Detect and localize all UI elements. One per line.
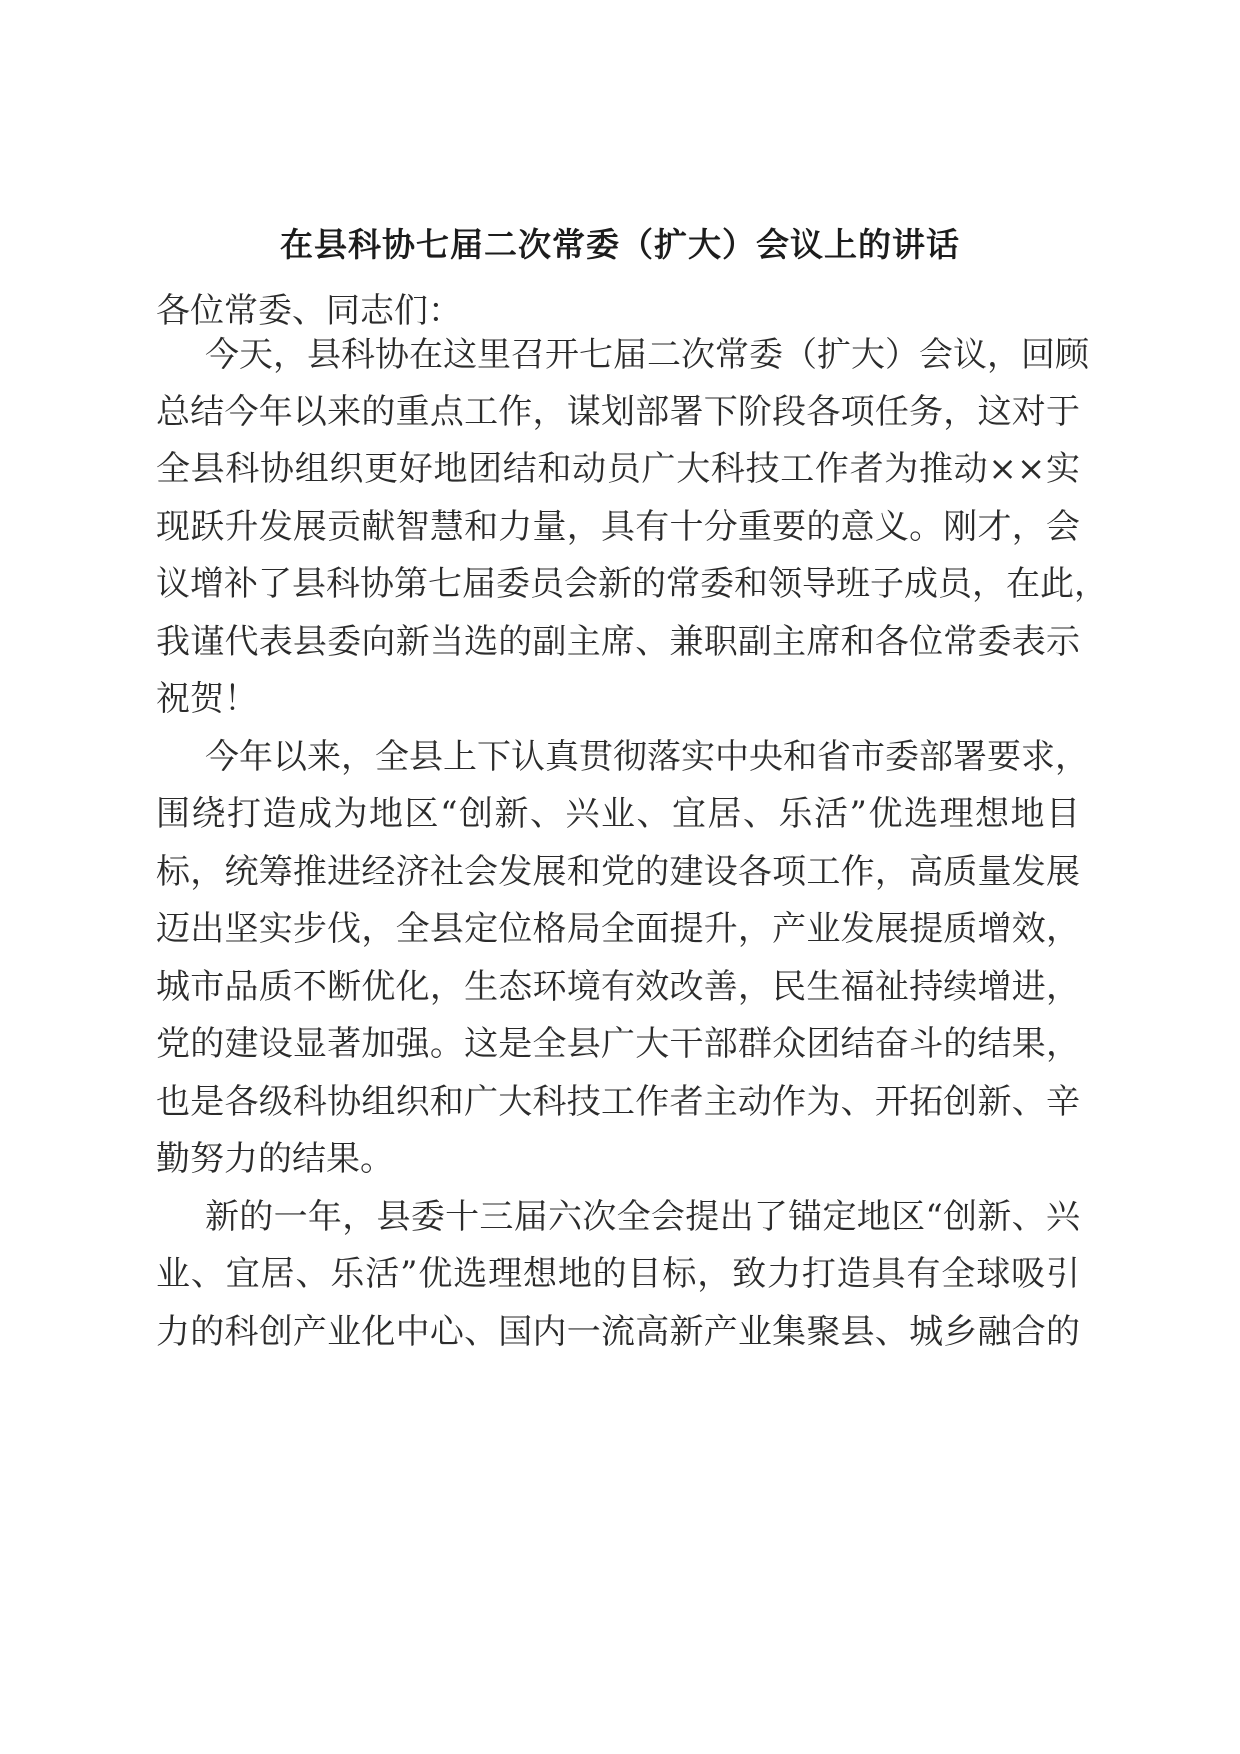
paragraph-2-line-6: 党的建设显著加强。这是全县广大干部群众团结奋斗的结果， [156, 1024, 1080, 1064]
paragraph-2-line-1: 今年以来，全县上下认真贯彻落实中央和省市委部署要求， [205, 737, 1089, 777]
paragraph-2-line-8: 勤努力的结果。 [156, 1139, 394, 1179]
paragraph-2-line-5: 城市品质不断优化，生态环境有效改善，民生福祉持续增进， [156, 967, 1080, 1007]
paragraph-1-line-1: 今天，县科协在这里召开七届二次常委（扩大）会议，回顾 [205, 335, 1089, 375]
paragraph-2-line-4: 迈出坚实步伐，全县定位格局全面提升，产业发展提质增效， [156, 909, 1080, 949]
paragraph-2-line-2: 围绕打造成为地区“创新、兴业、宜居、乐活”优选理想地目 [156, 794, 1080, 834]
document-title: 在县科协七届二次常委（扩大）会议上的讲话 [280, 225, 960, 264]
paragraph-1-line-2: 总结今年以来的重点工作，谋划部署下阶段各项任务，这对于 [156, 392, 1080, 432]
paragraph-3-line-3: 力的科创产业化中心、国内一流高新产业集聚县、城乡融合的 [156, 1312, 1080, 1352]
paragraph-1-line-4: 现跃升发展贡献智慧和力量，具有十分重要的意义。刚才，会 [156, 507, 1080, 547]
paragraph-3-line-2: 业、宜居、乐活”优选理想地的目标，致力打造具有全球吸引 [156, 1254, 1080, 1294]
paragraph-1-line-6: 我谨代表县委向新当选的副主席、兼职副主席和各位常委表示 [156, 622, 1080, 662]
paragraph-1-line-7: 祝贺！ [156, 679, 258, 719]
salutation: 各位常委、同志们： [156, 291, 462, 331]
paragraph-1-line-3: 全县科协组织更好地团结和动员广大科技工作者为推动××实 [156, 449, 1080, 489]
paragraph-1-line-5: 议增补了县科协第七届委员会新的常委和领导班子成员，在此， [156, 564, 1108, 604]
paragraph-2-line-3: 标，统筹推进经济社会发展和党的建设各项工作，高质量发展 [156, 852, 1080, 892]
paragraph-2-line-7: 也是各级科协组织和广大科技工作者主动作为、开拓创新、辛 [156, 1082, 1080, 1122]
paragraph-3-line-1: 新的一年，县委十三届六次全会提出了锚定地区“创新、兴 [205, 1197, 1080, 1237]
